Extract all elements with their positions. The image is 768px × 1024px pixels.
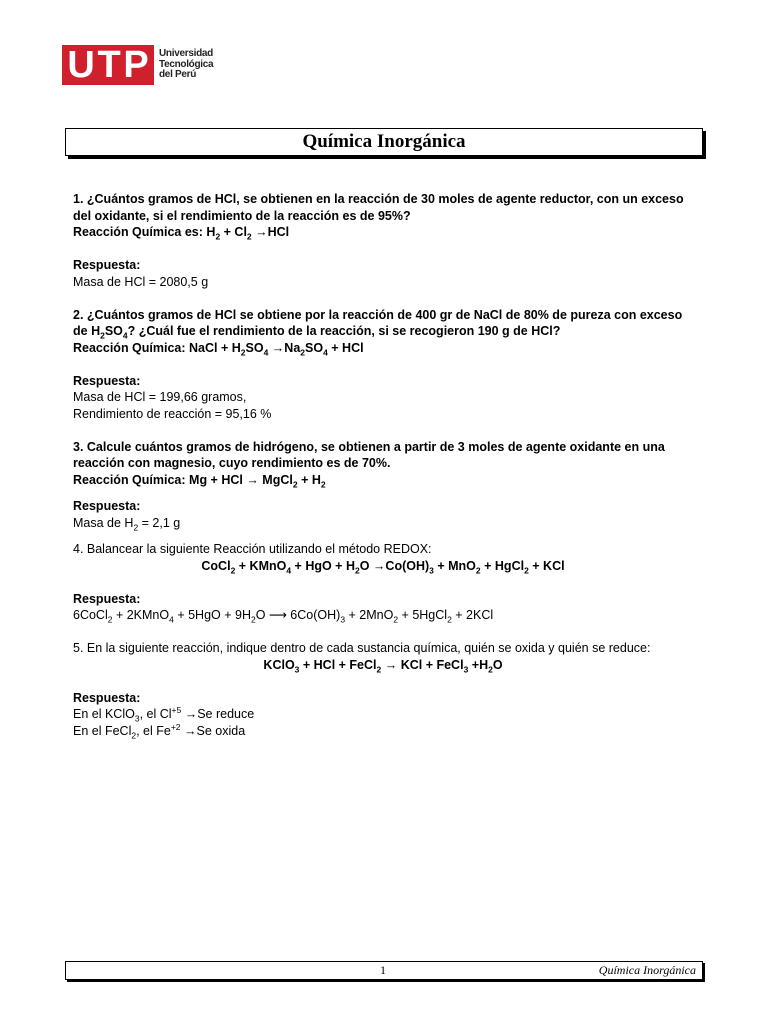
q2-reaction [73,340,693,357]
logo-line-1: Universidad [159,48,213,60]
q2-text-sub: 2 [100,330,105,341]
q5-ans-part: , el Cl [139,707,172,721]
q4-ans-sub: 3 [340,614,346,625]
logo-line-2: Tecnológica [159,58,214,70]
q5-rx-sub: 2 [488,664,493,674]
q3-ans-part: = 2,1 g [138,515,181,530]
logo-letter-u: U [67,44,95,86]
utp-logo [62,45,213,85]
q3-ans-sub: 2 [133,522,139,532]
q2-reaction-label: Reacción Química: [73,340,186,355]
q4-ans-part: 6CoCl [73,608,108,622]
q2-text-part: H [91,324,101,338]
q5-ans-sup: +2 [170,721,181,732]
q5-ans-sub: 2 [131,730,137,740]
q2-text-a: 2. ¿Cuántos gramos de HCl se obtiene por la reacción de 400 gr de NaCl de 80% de pureza con exceso de [73,307,683,338]
q4-answer-label: Respuesta: [73,591,141,606]
q3-text: 3. Calcule cuántos gramos de hidrógeno, se obtienen a partir de 3 moles de agente oxidante en una reacción con magnesio, cuyo rendimiento es de 70%. [73,439,665,470]
q2-rx-part: SO [305,340,324,355]
q2-answer-yield: Rendimiento de reacción = 95,16 % [73,406,272,421]
q4-rx-sub: 3 [429,565,434,575]
q2-text [73,307,693,340]
q5-ans-sub: 3 [134,713,140,724]
page-footer [65,961,703,980]
logo-letter-t: T [97,44,121,86]
q2-answer-mass: Masa de HCl = 199,66 gramos, [73,390,247,404]
q2-rx-sub: 4 [323,347,328,357]
q4-rx-part: O →Co(OH) [359,558,430,573]
q1-rx-sub: 2 [215,231,221,242]
q2-rx-sub: 2 [300,347,306,357]
q5-answer-1 [73,706,693,723]
document-body [73,191,693,739]
q4-ans-part: O ⟶ 6Co(OH) [255,608,341,622]
q2-rx-part: + HCl [327,340,364,355]
q3-rx-sub: 2 [292,479,298,489]
q1-rx-part: →HCl [251,225,290,239]
q2-answer-label: Respuesta: [73,373,141,388]
q4-rx-sub: 2 [230,565,236,575]
q3-rx-part: Mg + HCl → MgCl [189,472,293,487]
q4-text: 4. Balancear la siguiente Reacción utilizando el método REDOX: [73,542,432,556]
q4-ans-sub: 2 [250,614,256,625]
q2-rx-sub: 4 [263,347,269,357]
q1-answer-label: Respuesta: [73,258,141,272]
q5-rx-sub: 3 [463,664,469,674]
q2-text-sub: 4 [122,330,128,341]
q1-rx-part: + Cl [220,225,247,239]
q5-reaction [73,657,693,674]
q2-rx-part: NaCl + H [189,340,241,355]
q4-ans-part: + 5HgO + 9H [173,608,251,622]
q5-ans-part: →Se reduce [181,707,255,721]
q1-text: 1. ¿Cuántos gramos de HCl, se obtienen en la reacción de 30 moles de agente reductor, con un exceso del oxidante, si el rendimiento de la reacción es de 95%? [73,192,684,223]
logo-line-3: del Perú [159,69,197,81]
q4-ans-sub: 2 [107,614,113,625]
q5-answer-2 [73,723,693,740]
q4-rx-part: + HgCl [480,558,525,573]
logo-letter-p: P [123,44,149,86]
q5-ans-sup: +5 [171,704,182,715]
q4-answer [73,607,693,624]
q5-ans-part: En el FeCl [73,723,132,738]
document-title: Química Inorgánica [65,128,703,156]
q1-answer: Masa de HCl = 2080,5 g [73,274,209,289]
q5-ans-part: En el KClO [73,707,135,721]
q3-reaction [73,472,693,489]
q5-rx-part: KClO [263,657,295,672]
q4-ans-part: + 2KCl [451,608,494,622]
q5-text: 5. En la siguiente reacción, indique dentro de cada sustancia química, quién se oxida y quién se reduce: [73,641,651,655]
q4-ans-part: + 2MnO [345,608,394,622]
q5-answer-label: Respuesta: [73,690,141,705]
q2-text-part: SO [104,324,123,338]
q4-ans-sub: 2 [447,614,452,625]
q3-answer [73,515,693,532]
q4-ans-part: + 2KMnO [112,608,170,622]
q5-rx-part: +H [468,657,489,672]
q4-ans-sub: 2 [393,614,399,625]
q4-rx-part: + HgO + H [291,558,355,573]
q5-rx-sub: 2 [376,664,382,674]
footer-title: Química Inorgánica [598,963,696,977]
q2-text-part: ? ¿Cuál fue el rendimiento de la reacción, si se recogieron 190 g de HCl? [127,324,561,338]
q5-rx-part: + HCl + FeCl [299,657,377,672]
q5-rx-part: → KCl + FeCl [381,657,464,672]
q4-reaction [73,558,693,575]
q5-rx-part: O [492,657,503,672]
logo-wordmark [159,49,213,81]
q3-answer-label: Respuesta: [73,499,141,513]
q2-rx-part: SO [245,340,264,355]
q3-rx-sub: 2 [320,479,326,489]
q1-rx-part: H [206,225,216,239]
q4-ans-sub: 4 [169,614,174,625]
q4-rx-sub: 4 [286,565,292,575]
q4-rx-part: + KMnO [235,558,287,573]
page-number: 1 [380,963,386,977]
q4-rx-part: + KCl [528,558,565,573]
q2-rx-sub: 2 [240,347,246,357]
q1-reaction-label: Reacción Química es: [73,225,203,239]
q3-rx-part: + H [297,472,321,487]
q4-rx-part: CoCl [201,558,231,573]
q3-ans-part: Masa de H [73,515,134,530]
q4-rx-sub: 2 [524,565,529,575]
q1-rx-sub: 2 [246,231,252,242]
utp-logo-mark [62,45,154,85]
q1-reaction [73,224,693,241]
q5-rx-sub: 3 [294,664,300,674]
q2-rx-part: →Na [268,340,301,355]
q4-rx-sub: 2 [354,565,360,575]
q3-reaction-label: Reacción Química: [73,472,186,487]
q5-ans-part: →Se oxida [180,723,246,738]
q4-ans-part: + 5HgCl [398,608,448,622]
q5-ans-part: , el Fe [136,723,171,738]
q4-rx-sub: 2 [475,565,481,575]
q4-rx-part: + MnO [433,558,476,573]
